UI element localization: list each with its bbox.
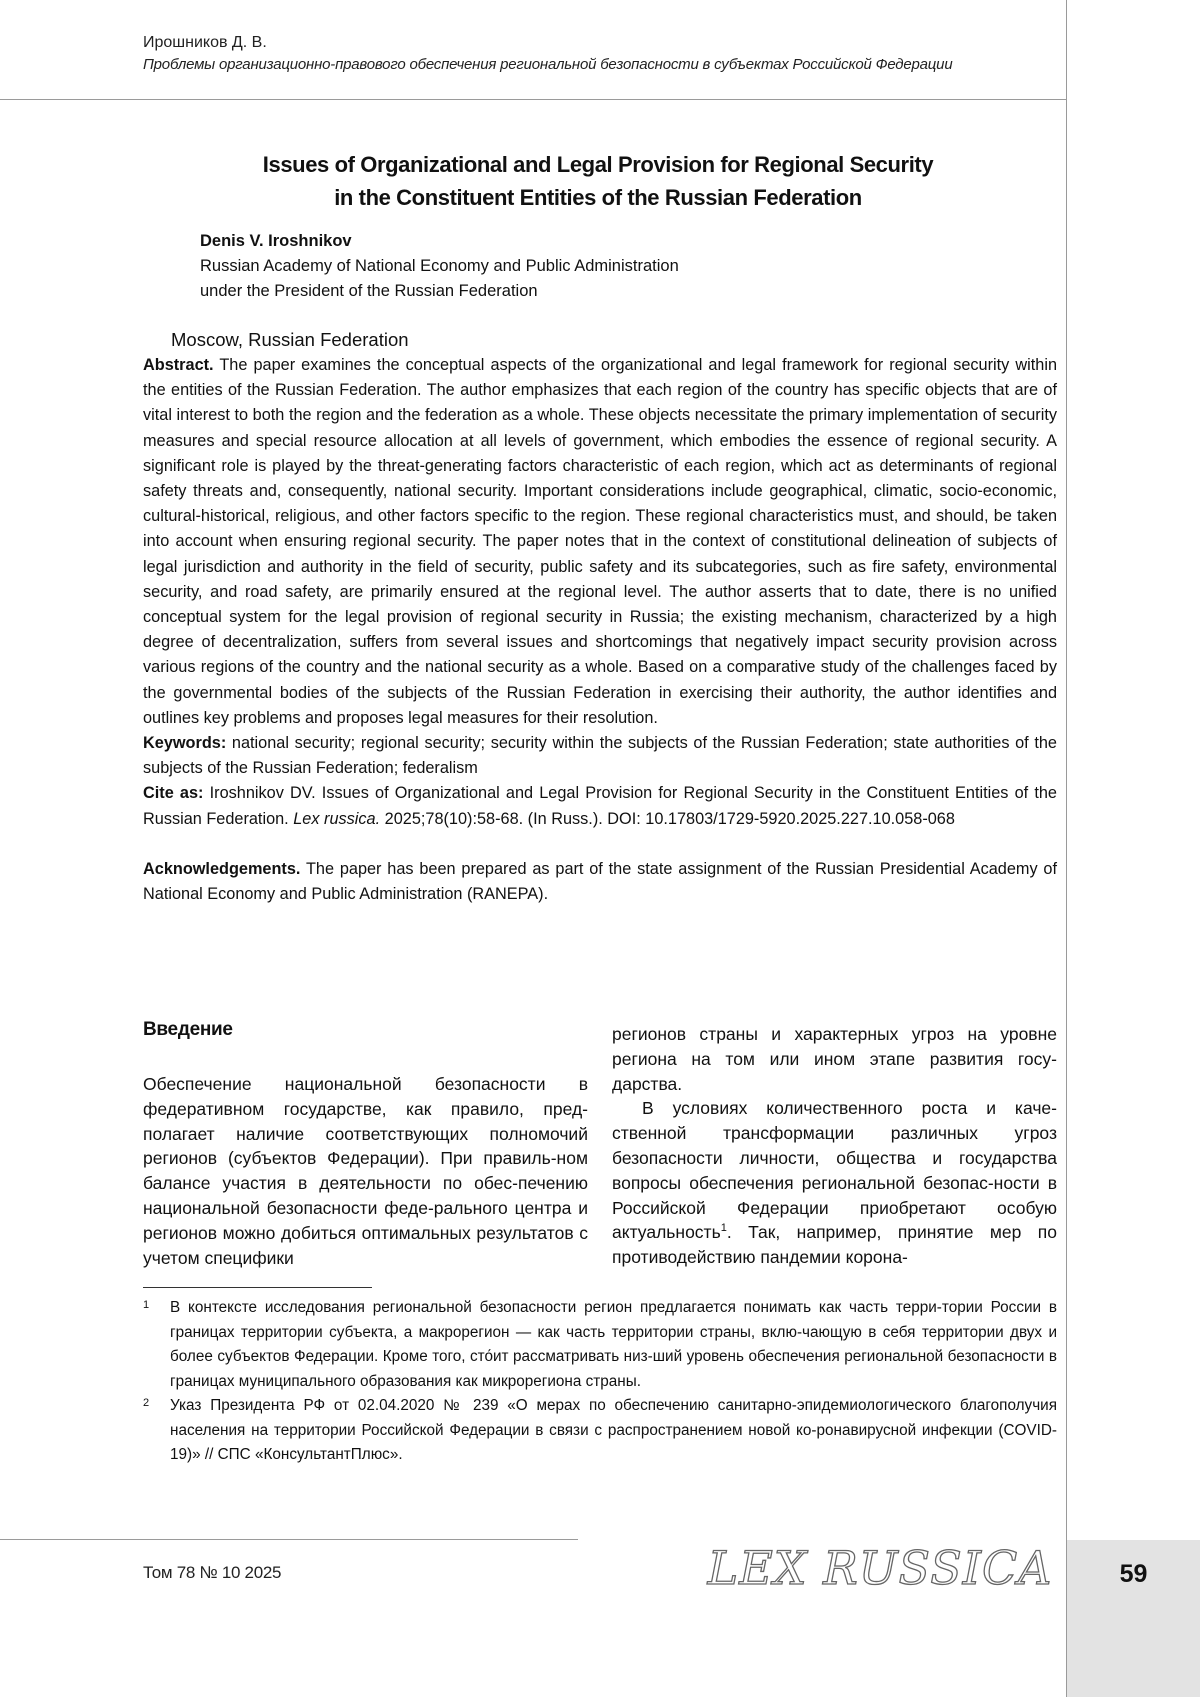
body-column-left — [143, 1072, 588, 1270]
footnote-number: 2 — [143, 1397, 150, 1409]
section-heading: Введение — [143, 1019, 233, 1040]
author-city: Moscow, Russian Federation — [171, 329, 409, 350]
citation — [143, 781, 1057, 831]
article-title-line-2: in the Constituent Entities of the Russian Federation — [334, 185, 862, 210]
page-margin-sidebar — [1066, 0, 1201, 1697]
keywords-text: national security; regional security; security within the subjects of the Russian Federation; state authorities of the subjects of the Russian Federation; federalism — [143, 734, 1057, 778]
journal-logo-text: LEX RUSSICA — [707, 1541, 1053, 1595]
keywords — [143, 731, 1057, 781]
footnote — [143, 1296, 1057, 1394]
abstract-text: The paper examines the conceptual aspects of the organizational and legal framework for regional security within the entities of the Russian Federation. The author emphasizes that each region of the country has specific objects that are of vital interest to both the region and the federation as a whole. These objects necessitate the primary implementation of security measures and special resource allocation at all levels of government, which embodies the essence of regional security. A significant role is played by the threat-generating factors characteristic of each region, which act as determinants of regional safety threats and, consequently, national security. Important considerations include geographical, climatic, socio-economic, cultural-historical, religious, and other factors specific to the region. These regional characteristics must, and should, be taken into account when ensuring regional security. The paper notes that in the context of constitutional delineation of subjects of legal jurisdiction and authority in the field of security, public safety and its subcategories, such as fire safety, environmental security, and road safety, are primarily ensured at the regional level. The author asserts that to date, there is no unified conceptual system for the legal provision of regional security in Russia; the existing mechanism, characterized by a high degree of decentralization, suffers from several issues and shortcomings that negatively impact security provision across various regions of the country and the national security as a whole. Based on a comparative study of the challenges faced by the governmental bodies of the subjects of the Russian Federation in exercising their authority, the author identifies and outlines key problems and proposes legal measures for their resolution. — [143, 356, 1058, 727]
right-paragraph-2-tail: . Так, например, принятие мер по противодействию пандемии корона- — [612, 1222, 1057, 1268]
footnote-text: Указ Президента РФ от 02.04.2020 № 239 «О мерах по обеспечению санитарно-эпидемиологического благополучия населения на территории Российской Федерации в связи с распространением новой ко-ронавирусной инфекции (COVID-19)» // СПС «КонсультантПлюс». — [170, 1397, 1057, 1463]
cite-text: Iroshnikov DV. Issues of Organizational and Legal Provision for Regional Security in the Constituent Entities of the Russian Federation. — [143, 784, 1057, 828]
affiliation-line-2: under the President of the Russian Federation — [200, 282, 538, 300]
running-head-author: Ирошников Д. В. — [143, 34, 267, 51]
ack-text: The paper has been prepared as part of the state assignment of the Russian Presidential Academy of National Economy and Public Administration (RANEPA). — [143, 859, 1057, 904]
acknowledgements — [143, 857, 1057, 907]
article-title-line-1: Issues of Organizational and Legal Provision for Regional Security — [262, 152, 934, 177]
footnotes — [143, 1296, 1057, 1468]
cite-journal: Lex russica. — [293, 809, 381, 828]
footnote-number: 1 — [143, 1299, 150, 1311]
cite-tail: 2025;78(10):58-68. (In Russ.). DOI: 10.17803/1729-5920.2025.227.10.058-068 — [384, 809, 955, 828]
body-column-right — [612, 1022, 1057, 1270]
running-head — [143, 32, 1043, 76]
right-paragraph-2 — [612, 1096, 1057, 1270]
footer-divider — [0, 1539, 578, 1540]
footnote — [143, 1394, 1057, 1468]
footnote-divider — [143, 1287, 372, 1288]
cite-label: Cite as: — [143, 784, 204, 803]
author-block — [200, 229, 900, 304]
header-divider — [0, 99, 1066, 100]
keywords-label: Keywords: — [143, 734, 227, 753]
ack-label: Acknowledgements. — [143, 859, 301, 878]
footnote-ref-1[interactable]: 1 — [720, 1222, 727, 1235]
abstract-block — [143, 353, 1057, 907]
affiliation-line-1: Russian Academy of National Economy and Public Administration — [200, 257, 679, 275]
page-number: 59 — [1119, 1560, 1148, 1588]
footnote-text: В контексте исследования региональной безопасности регион предлагается понимать как часть терри-тории России в границах территории субъекта, а макрорегион — как часть территории страны, вклю-чающую в себя территории двух и более субъектов Федерации. Кроме того, сто́ит рассматривать низ-ший уровень обеспечения региональной безопасности в границах муниципального образования как микрорегиона страны. — [170, 1299, 1057, 1390]
abstract — [143, 353, 1057, 731]
left-paragraph: Обеспечение национальной безопасности в федеративном государстве, как правило, пред-полагает наличие соответствующих полномочий регионов (субъектов Федерации). При правиль-ном балансе участия в деятельности по обес-печению национальной безопасности феде-рального центра и регионов можно добиться оптимальных результатов с учетом специфики — [143, 1074, 588, 1268]
right-paragraph-2-text: В условиях количественного роста и каче-ственной трансформации различных угроз безопасности личности, общества и государства вопросы обеспечения региональной безопас-ности в Российской Федерации приобретают особую актуальность — [612, 1098, 1057, 1243]
author-name: Denis V. Iroshnikov — [200, 232, 352, 250]
article-title — [143, 148, 1053, 214]
abstract-label: Abstract. — [143, 356, 214, 374]
running-head-title: Проблемы организационно-правового обеспечения региональной безопасности в субъектах Российской Федерации — [143, 56, 953, 73]
journal-logo — [707, 1532, 1053, 1602]
volume-issue: Том 78 № 10 2025 — [143, 1563, 282, 1582]
right-paragraph-1: регионов страны и характерных угроз на уровне региона на том или ином этапе развития госу-дарства. — [612, 1024, 1057, 1094]
